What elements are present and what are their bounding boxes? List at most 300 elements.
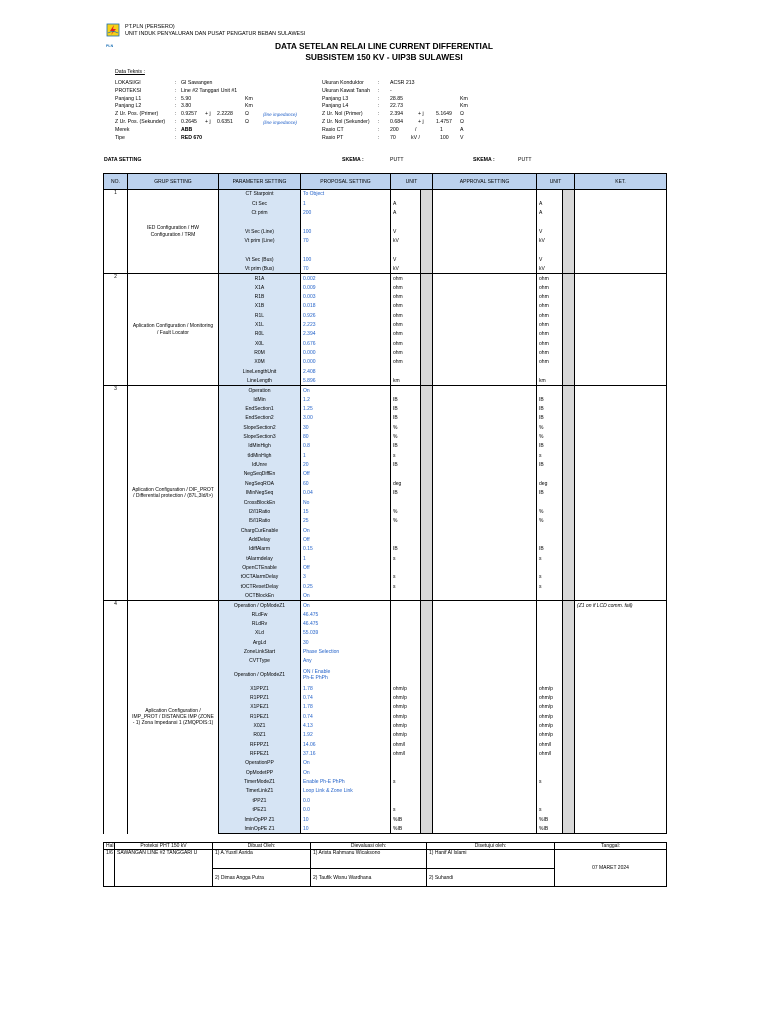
hal-value: 1/6: [104, 850, 115, 887]
reserved-cell: [421, 236, 433, 245]
keterangan: [575, 404, 667, 413]
teknis-left-value: 3.80: [181, 103, 192, 110]
reserved-cell: [563, 535, 575, 544]
reserved-cell: [421, 563, 433, 572]
approval-unit: deg: [537, 479, 563, 488]
approval-value: [433, 591, 537, 600]
teknis-right-sep: :: [378, 126, 380, 133]
approval-unit: %: [537, 423, 563, 432]
reserved-cell: [421, 246, 433, 255]
reserved-cell: [563, 330, 575, 339]
parameter-name: Vt Sec (Bus): [219, 255, 301, 264]
reserved-cell: [563, 339, 575, 348]
teknis-left-sep: :: [175, 87, 177, 94]
proposal-unit: ohm: [391, 348, 421, 357]
proposal-value: 3.00: [301, 414, 391, 423]
parameter-name: NegSeqROA: [219, 479, 301, 488]
dibuat-label: Dibuat Oleh:: [213, 843, 311, 850]
proposal-unit: [391, 619, 421, 628]
parameter-name: R1PPZ1: [219, 693, 301, 702]
reserved-cell: [421, 535, 433, 544]
proposal-unit: s: [391, 806, 421, 815]
parameter-name: NegSeqDiffEn: [219, 470, 301, 479]
parameter-name: ChargCurEnable: [219, 526, 301, 535]
reserved-cell: [563, 358, 575, 367]
approval-value: [433, 666, 537, 684]
proposal-value: 30: [301, 638, 391, 647]
approval-value: [433, 740, 537, 749]
approval-unit: %IB: [537, 815, 563, 824]
approval-value: [433, 806, 537, 815]
proposal-unit: [391, 666, 421, 684]
proposal-unit: [391, 657, 421, 666]
reserved-cell: [563, 712, 575, 721]
approval-value: [433, 489, 537, 498]
approval-unit: %: [537, 432, 563, 441]
approval-unit: [537, 787, 563, 796]
approval-unit: kV: [537, 236, 563, 245]
approval-value: [433, 647, 537, 656]
proposal-value: 15: [301, 507, 391, 516]
teknis-right-value: 28.85: [390, 95, 403, 102]
reserved-cell: [421, 255, 433, 264]
keterangan: [575, 554, 667, 563]
proteksi-value: SAWANGAN LINE #2 TANGGARI U: [115, 850, 213, 887]
document-title: DATA SETELAN RELAI LINE CURRENT DIFFERENTIAL: [274, 41, 494, 51]
proposal-value: 80: [301, 432, 391, 441]
reserved-cell: [563, 320, 575, 329]
approval-value: [433, 824, 537, 833]
teknis-left-label: Panjang L1: [115, 95, 142, 102]
reserved-cell: [563, 629, 575, 638]
approval-value: [433, 190, 537, 199]
keterangan: [575, 629, 667, 638]
reserved-cell: [563, 545, 575, 554]
dievaluasi-name-2: 2) Taufik Wisnu Wardhana: [311, 869, 427, 887]
approval-unit: ohm/p: [537, 693, 563, 702]
keterangan: [575, 246, 667, 255]
table-row: [104, 190, 667, 199]
approval-unit: ohm/p: [537, 731, 563, 740]
keterangan: [575, 824, 667, 833]
reserved-cell: [563, 236, 575, 245]
reserved-cell: [421, 806, 433, 815]
teknis-left-label: Tipe: [115, 134, 125, 141]
proposal-unit: %: [391, 507, 421, 516]
teknis-left-value: ABB: [181, 126, 193, 133]
approval-value: [433, 358, 537, 367]
proposal-unit: [391, 759, 421, 768]
reserved-cell: [421, 311, 433, 320]
dievaluasi-name-1: 1) Arista Rahmanu Wicaksono: [311, 850, 427, 869]
group-setting: IED Configuration / HW Configuration / TRM: [128, 190, 219, 274]
parameter-name: X1B: [219, 302, 301, 311]
reserved-cell: [421, 545, 433, 554]
approval-value: [433, 479, 537, 488]
teknis-right-sep: :: [378, 119, 380, 125]
approval-unit: [537, 190, 563, 199]
keterangan: [575, 759, 667, 768]
approval-unit: %: [537, 507, 563, 516]
header-parameter: PARAMETER SETTING: [219, 174, 301, 190]
proposal-value: 70: [301, 236, 391, 245]
approval-unit: IB: [537, 545, 563, 554]
keterangan: [575, 787, 667, 796]
teknis-right-value: ACSR 213: [390, 80, 415, 86]
approval-unit: [537, 657, 563, 666]
teknis-left-sep: :: [175, 111, 177, 118]
header-unit-approval: UNIT: [537, 174, 575, 190]
parameter-name: OCTBlockEn: [219, 591, 301, 600]
approval-unit: A: [537, 208, 563, 217]
reserved-cell: [421, 367, 433, 376]
reserved-cell: [563, 451, 575, 460]
approval-unit: [537, 535, 563, 544]
reserved-cell: [421, 740, 433, 749]
parameter-name: R1A: [219, 274, 301, 283]
approval-value: [433, 320, 537, 329]
proposal-unit: ohm: [391, 283, 421, 292]
approval-unit: ohm: [537, 358, 563, 367]
keterangan: [575, 255, 667, 264]
proposal-value: Any: [301, 657, 391, 666]
parameter-name: EndSection2: [219, 414, 301, 423]
reserved-cell: [563, 208, 575, 217]
table-row: [104, 601, 667, 610]
skema-value-1: PUTT: [390, 157, 404, 163]
keterangan: [575, 283, 667, 292]
parameter-name: IminOpPP Z1: [219, 815, 301, 824]
parameter-name: Vt prim (Line): [219, 236, 301, 245]
proposal-unit: [391, 526, 421, 535]
parameter-name: X1PPZ1: [219, 684, 301, 693]
approval-unit: [537, 367, 563, 376]
approval-unit: [537, 386, 563, 395]
proposal-value: 0.018: [301, 302, 391, 311]
teknis-right-value: 70: [390, 134, 396, 141]
reserved-cell: [421, 768, 433, 777]
reserved-cell: [563, 796, 575, 805]
proposal-unit: %: [391, 423, 421, 432]
teknis-left-value: GI Sawangen: [181, 80, 213, 86]
approval-value: [433, 367, 537, 376]
keterangan: [575, 218, 667, 227]
header-no: NO.: [104, 174, 128, 190]
reserved-cell: [421, 376, 433, 385]
teknis-left-label: Panjang L2: [115, 103, 142, 110]
approval-value: [433, 684, 537, 693]
parameter-name: I5/I1Ratio: [219, 517, 301, 526]
proposal-value: 3: [301, 573, 391, 582]
proposal-unit: [391, 367, 421, 376]
proposal-value: 0.8: [301, 442, 391, 451]
reserved-cell: [563, 619, 575, 628]
settings-table: [103, 173, 667, 834]
parameter-name: XLd: [219, 629, 301, 638]
reserved-cell: [421, 330, 433, 339]
proposal-value-line-2: Ph-E PhPh: [303, 675, 328, 682]
reserved-cell: [563, 601, 575, 610]
parameter-name: IdMin: [219, 395, 301, 404]
group-setting: Aplication Configuration / IMP_PROT / DISTANCE IMP (ZONE - 1) Zona Impedansi 1 (ZMQPDIS:1): [128, 601, 219, 834]
proposal-unit: ohm/p: [391, 731, 421, 740]
reserved-cell: [563, 731, 575, 740]
proposal-value: [301, 666, 391, 684]
approval-value: [433, 759, 537, 768]
proposal-value: 2.408: [301, 367, 391, 376]
approval-unit: [537, 629, 563, 638]
approval-unit: ohm/p: [537, 721, 563, 730]
proposal-value: 0.009: [301, 283, 391, 292]
teknis-right-value: 2.394: [390, 111, 403, 118]
reserved-cell: [563, 703, 575, 712]
proposal-unit: s: [391, 554, 421, 563]
parameter-name: RLdFw: [219, 610, 301, 619]
approval-value: [433, 629, 537, 638]
proposal-value: On: [301, 526, 391, 535]
approval-value: [433, 582, 537, 591]
reserved-cell: [563, 824, 575, 833]
approval-value: [433, 545, 537, 554]
approval-value: [433, 517, 537, 526]
teknis-right-sep: :: [378, 80, 380, 86]
proposal-value: 1: [301, 554, 391, 563]
parameter-name: tOCTAlarmDelay: [219, 573, 301, 582]
reserved-cell: [421, 629, 433, 638]
header-ket: KET.: [575, 174, 667, 190]
proposal-value: 0.003: [301, 292, 391, 301]
teknis-right-slash: /: [415, 126, 417, 133]
proposal-value: 30: [301, 423, 391, 432]
parameter-name: tPPZ1: [219, 796, 301, 805]
reserved-cell: [421, 591, 433, 600]
reserved-cell: [421, 264, 433, 273]
reserved-cell: [563, 395, 575, 404]
document-subtitle: SUBSISTEM 150 KV - UIP3B SULAWESI: [305, 52, 463, 62]
parameter-name: LineLength: [219, 376, 301, 385]
approval-value: [433, 451, 537, 460]
keterangan: [575, 740, 667, 749]
reserved-cell: [563, 610, 575, 619]
proposal-unit: [391, 796, 421, 805]
proteksi-label: Proteksi PHT 150 kV: [115, 843, 213, 850]
proposal-unit: s: [391, 582, 421, 591]
approval-unit: ohm: [537, 320, 563, 329]
teknis-right-sep: :: [378, 134, 380, 141]
keterangan: [575, 274, 667, 283]
teknis-right-value: 22.73: [390, 103, 403, 110]
reserved-cell: [563, 582, 575, 591]
approval-unit: [537, 246, 563, 255]
reserved-cell: [563, 666, 575, 684]
keterangan: [575, 451, 667, 460]
proposal-unit: s: [391, 451, 421, 460]
approval-value: [433, 526, 537, 535]
keterangan: [575, 507, 667, 516]
teknis-right-value: 0.684: [390, 119, 403, 125]
parameter-name: X0L: [219, 339, 301, 348]
teknis-right-label: Ukuran Konduktor: [322, 80, 364, 86]
section-number: 1: [104, 190, 128, 274]
keterangan: [575, 302, 667, 311]
keterangan: [575, 190, 667, 199]
proposal-unit: [391, 768, 421, 777]
teknis-left-unit: Km: [245, 95, 253, 102]
teknis-left-value: 0.9257: [181, 111, 197, 118]
company-name: PT.PLN (PERSERO): [125, 24, 175, 30]
proposal-value: 25: [301, 517, 391, 526]
reserved-cell: [421, 208, 433, 217]
reserved-cell: [421, 703, 433, 712]
reserved-cell: [563, 442, 575, 451]
proposal-value: 100: [301, 227, 391, 236]
approval-unit: [537, 796, 563, 805]
keterangan: [575, 815, 667, 824]
teknis-right-unit: Km: [460, 103, 468, 110]
proposal-unit: [391, 246, 421, 255]
approval-value: [433, 264, 537, 273]
reserved-cell: [421, 339, 433, 348]
proposal-value: 1: [301, 199, 391, 208]
parameter-name: ZoneLinkStart: [219, 647, 301, 656]
reserved-cell: [421, 517, 433, 526]
reserved-cell: [421, 489, 433, 498]
keterangan: [575, 414, 667, 423]
reserved-cell: [563, 647, 575, 656]
parameter-name: [219, 218, 301, 227]
proposal-value: Off: [301, 563, 391, 572]
reserved-cell: [421, 796, 433, 805]
approval-value: [433, 348, 537, 357]
teknis-left-value: 5.90: [181, 95, 192, 102]
teknis-right-unit: A: [460, 126, 464, 133]
reserved-cell: [563, 768, 575, 777]
approval-value: [433, 283, 537, 292]
disetujui-label: Disetujui oleh:: [427, 843, 555, 850]
approval-value: [433, 386, 537, 395]
reserved-cell: [563, 376, 575, 385]
keterangan: [575, 264, 667, 273]
reserved-cell: [421, 227, 433, 236]
approval-unit: [537, 610, 563, 619]
proposal-unit: [391, 535, 421, 544]
keterangan: [575, 208, 667, 217]
approval-unit: ohm: [537, 339, 563, 348]
approval-unit: %: [537, 517, 563, 526]
approval-unit: ohm/p: [537, 712, 563, 721]
proposal-unit: ohm: [391, 311, 421, 320]
approval-value: [433, 460, 537, 469]
proposal-unit: [391, 629, 421, 638]
teknis-right-value2: 5.1649: [436, 111, 452, 118]
reserved-cell: [563, 554, 575, 563]
approval-unit: IB: [537, 442, 563, 451]
proposal-unit: A: [391, 208, 421, 217]
proposal-value: 0.15: [301, 545, 391, 554]
proposal-value: 0.25: [301, 582, 391, 591]
parameter-name: Operation: [219, 386, 301, 395]
reserved-cell: [421, 470, 433, 479]
reserved-cell: [563, 348, 575, 357]
approval-unit: ohm/p: [537, 703, 563, 712]
section-number: 2: [104, 274, 128, 386]
keterangan: [575, 591, 667, 600]
keterangan: [575, 638, 667, 647]
keterangan: [575, 460, 667, 469]
parameter-name: RFPPZ1: [219, 740, 301, 749]
reserved-cell: [421, 302, 433, 311]
teknis-right-label: Z Ur. Nol (Primer): [322, 111, 363, 118]
parameter-name: tOCTResetDelay: [219, 582, 301, 591]
reserved-cell: [563, 749, 575, 758]
approval-value: [433, 292, 537, 301]
keterangan: [575, 563, 667, 572]
approval-unit: [537, 526, 563, 535]
proposal-value: 0.926: [301, 311, 391, 320]
keterangan: [575, 339, 667, 348]
teknis-right-sep: :: [378, 111, 380, 118]
reserved-cell: [421, 423, 433, 432]
teknis-left-sep: :: [175, 95, 177, 102]
proposal-unit: IB: [391, 414, 421, 423]
approval-value: [433, 423, 537, 432]
approval-unit: [537, 498, 563, 507]
keterangan: [575, 619, 667, 628]
approval-value: [433, 787, 537, 796]
proposal-value: 2.394: [301, 330, 391, 339]
tanggal-label: Tanggal:: [555, 843, 667, 850]
proposal-value: Phase Selection: [301, 647, 391, 656]
approval-unit: km: [537, 376, 563, 385]
reserved-cell: [563, 292, 575, 301]
approval-unit: ohm: [537, 302, 563, 311]
approval-value: [433, 796, 537, 805]
approval-unit: IB: [537, 489, 563, 498]
proposal-unit: [391, 386, 421, 395]
approval-unit: [537, 647, 563, 656]
reserved-cell: [563, 759, 575, 768]
keterangan: [575, 348, 667, 357]
approval-value: [433, 535, 537, 544]
proposal-value: On: [301, 591, 391, 600]
approval-value: [433, 712, 537, 721]
teknis-right-unit: Ω: [460, 119, 464, 125]
parameter-name: ArgLd: [219, 638, 301, 647]
parameter-name: IdUnre: [219, 460, 301, 469]
keterangan: [575, 610, 667, 619]
keterangan: [575, 236, 667, 245]
proposal-unit: kV: [391, 236, 421, 245]
proposal-unit: s: [391, 573, 421, 582]
section-number: 3: [104, 386, 128, 601]
parameter-name: tPEZ1: [219, 806, 301, 815]
proposal-value: To Object: [301, 190, 391, 199]
reserved-cell: [563, 638, 575, 647]
parameter-name: I2/I1Ratio: [219, 507, 301, 516]
parameter-name: CVTType: [219, 657, 301, 666]
teknis-right-unit: Ω: [460, 111, 464, 118]
keterangan: [575, 647, 667, 656]
parameter-name: Vt prim (Bus): [219, 264, 301, 273]
keterangan: [575, 367, 667, 376]
reserved-cell: [563, 190, 575, 199]
keterangan: [575, 545, 667, 554]
teknis-right-label: Z Ur. Nol (Sekunder): [322, 119, 370, 125]
parameter-name: X1L: [219, 320, 301, 329]
reserved-cell: [421, 283, 433, 292]
approval-value: [433, 199, 537, 208]
proposal-unit: A: [391, 199, 421, 208]
